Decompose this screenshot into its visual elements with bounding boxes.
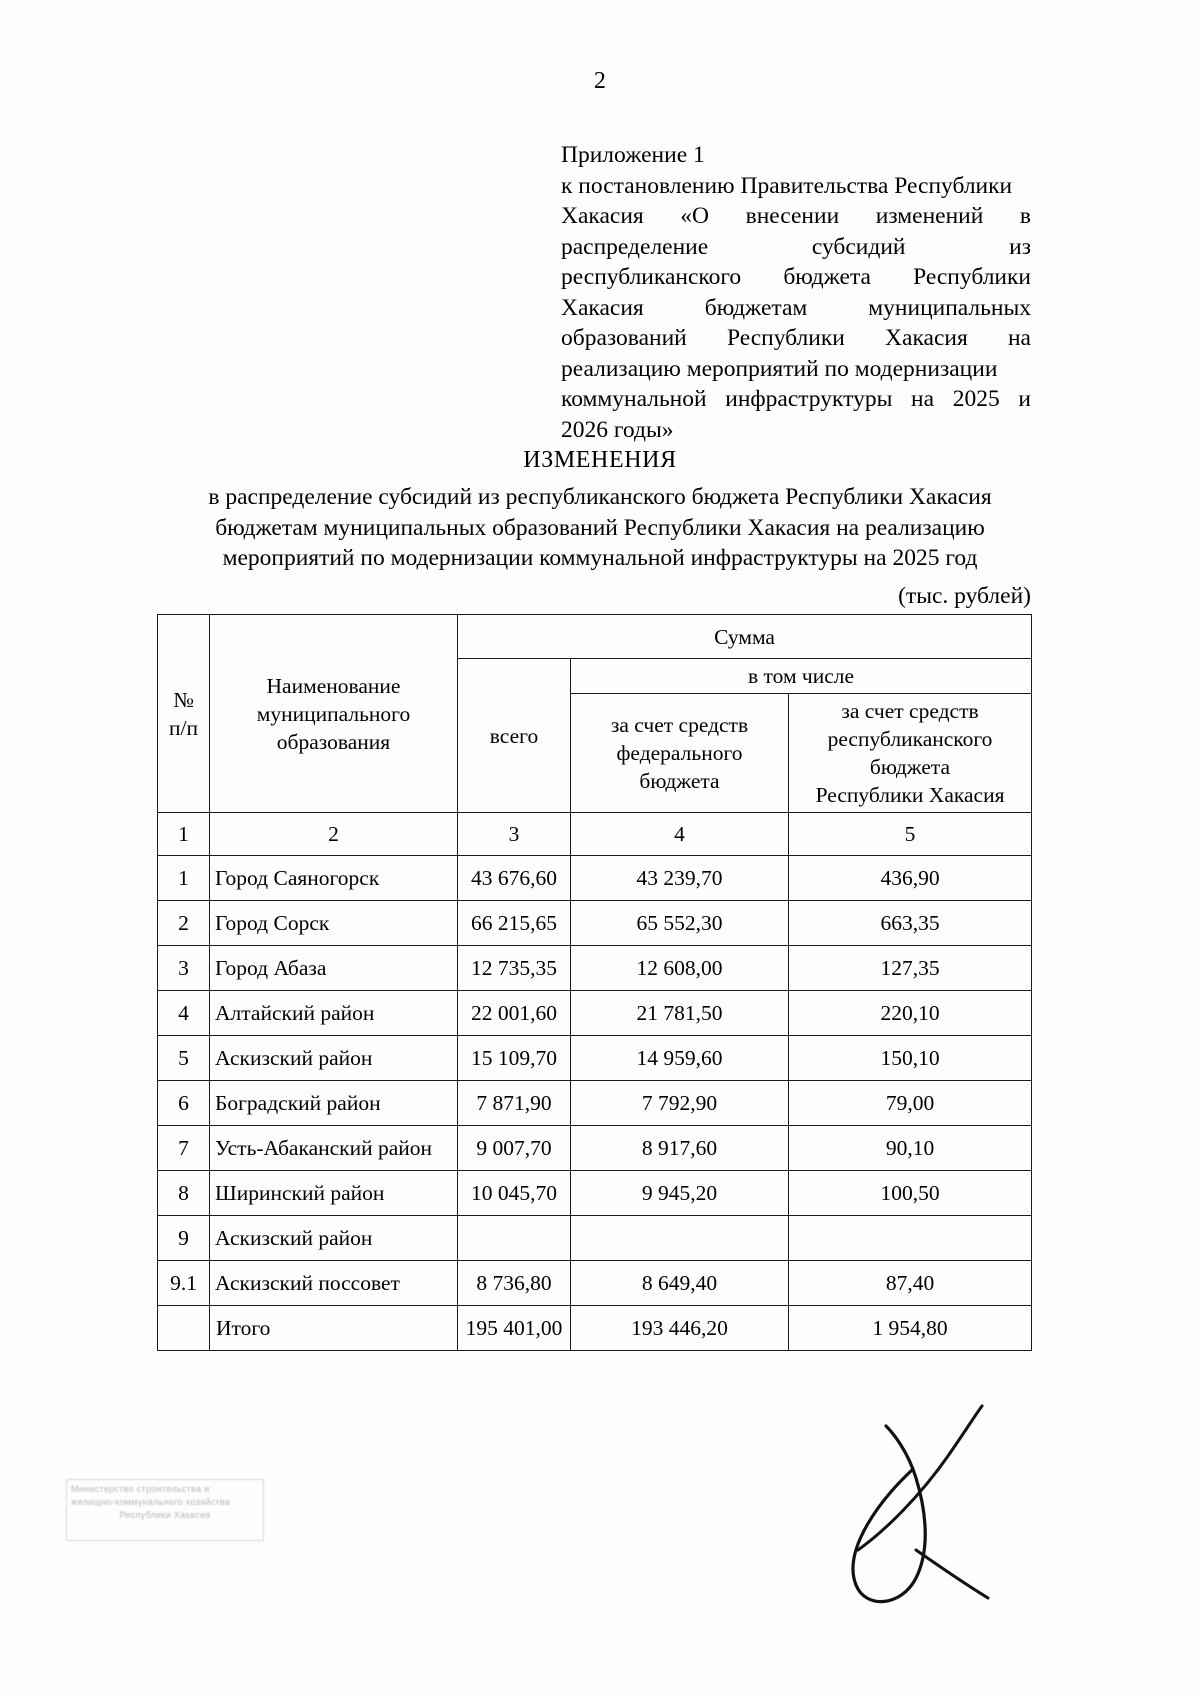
header-federal-line-1: за счет средств	[610, 713, 749, 737]
column-number-5: 5	[789, 813, 1032, 856]
header-including: в том числе	[571, 659, 1032, 694]
header-municipality-line-1: Наименование	[266, 673, 401, 698]
header-federal-budget	[571, 694, 789, 813]
row-federal: 12 608,00	[571, 946, 789, 991]
header-federal-line-3: бюджета	[639, 769, 720, 793]
row-republic: 90,10	[789, 1126, 1032, 1171]
appendix-line-2: к постановлению Правительства Республики	[561, 172, 1013, 199]
row-index: 7	[158, 1126, 210, 1171]
table-row	[158, 1081, 1032, 1126]
row-name: Аскизский поссовет	[210, 1261, 458, 1306]
table-row	[158, 1036, 1032, 1081]
appendix-line-5: республиканского бюджета Республики	[561, 264, 1031, 290]
row-federal: 14 959,60	[571, 1036, 789, 1081]
row-republic: 663,35	[789, 901, 1032, 946]
header-republic-line-3: бюджета	[869, 755, 951, 779]
appendix-line-8: реализацию мероприятий по модернизации	[561, 355, 998, 382]
header-total-amount: всего	[458, 659, 571, 813]
header-municipality-name	[210, 615, 458, 813]
row-republic: 436,90	[789, 856, 1032, 901]
table-body	[158, 856, 1032, 1351]
header-row-number-line-2: п/п	[169, 715, 198, 740]
table-column-number-row	[158, 813, 1032, 856]
row-total: 10 045,70	[458, 1171, 571, 1216]
header-republic-line-4: Республики Хакасия	[815, 783, 1005, 807]
units-note: (тыс. рублей)	[898, 583, 1031, 609]
row-total: 12 735,35	[458, 946, 571, 991]
column-number-1: 1	[158, 813, 210, 856]
table-header-row-1	[158, 615, 1032, 659]
row-federal: 9 945,20	[571, 1171, 789, 1216]
row-index: 9	[158, 1216, 210, 1261]
row-index: 3	[158, 946, 210, 991]
row-name: Город Саяногорск	[210, 856, 458, 901]
row-index: 6	[158, 1081, 210, 1126]
total-row-index	[158, 1306, 210, 1351]
total-row-label: Итого	[210, 1306, 458, 1351]
row-federal: 65 552,30	[571, 901, 789, 946]
header-municipality-line-2: муниципального	[256, 701, 411, 726]
appendix-line-6: Хакасия бюджетам муниципальных	[561, 294, 1031, 321]
row-total: 8 736,80	[458, 1261, 571, 1306]
table-row	[158, 991, 1032, 1036]
header-republic-line-2: республиканского	[827, 727, 993, 751]
column-number-4: 4	[571, 813, 789, 856]
table-row	[158, 1216, 1032, 1261]
header-federal-line-2: федерального	[616, 741, 743, 765]
row-index: 8	[158, 1171, 210, 1216]
row-name: Город Абаза	[210, 946, 458, 991]
row-name: Аскизский район	[210, 1036, 458, 1081]
row-name: Алтайский район	[210, 991, 458, 1036]
row-total	[458, 1216, 571, 1261]
document-subtitle-line-1: в распределение субсидий из республиканского бюджета Республики Хакасия	[208, 484, 992, 510]
document-subtitle	[150, 482, 1050, 574]
total-row-republic: 1 954,80	[789, 1306, 1032, 1351]
row-name: Боградский район	[210, 1081, 458, 1126]
row-index: 2	[158, 901, 210, 946]
document-subtitle-line-2: бюджетам муниципальных образований Республики Хакасия на реализацию	[215, 514, 985, 541]
page-number: 2	[593, 68, 607, 94]
table-row	[158, 856, 1032, 901]
row-total: 15 109,70	[458, 1036, 571, 1081]
row-total: 9 007,70	[458, 1126, 571, 1171]
row-republic	[789, 1216, 1032, 1261]
row-federal: 8 649,40	[571, 1261, 789, 1306]
row-index: 9.1	[158, 1261, 210, 1306]
row-total: 66 215,65	[458, 901, 571, 946]
row-federal	[571, 1216, 789, 1261]
row-name: Город Сорск	[210, 901, 458, 946]
column-number-2: 2	[210, 813, 458, 856]
row-republic: 150,10	[789, 1036, 1032, 1081]
header-row-number	[158, 615, 210, 813]
appendix-line-10: 2026 годы»	[561, 416, 674, 443]
row-name: Усть-Абаканский район	[210, 1126, 458, 1171]
table-row	[158, 1126, 1032, 1171]
header-republic-budget	[789, 694, 1032, 813]
appendix-line-9: коммунальной инфраструктуры на 2025 и	[561, 386, 1031, 412]
column-number-3: 3	[458, 813, 571, 856]
table-row	[158, 1261, 1032, 1306]
document-heading: ИЗМЕНЕНИЯ	[523, 447, 677, 473]
row-federal: 8 917,60	[571, 1126, 789, 1171]
row-republic: 220,10	[789, 991, 1032, 1036]
table-row	[158, 901, 1032, 946]
registration-stamp-line-3: Республики Хакасия	[119, 1510, 211, 1520]
row-index: 1	[158, 856, 210, 901]
appendix-line-3: Хакасия «О внесении изменений в	[561, 203, 1031, 229]
appendix-reference-block	[561, 140, 1031, 445]
registration-stamp-line-2: жилищно-коммунального хозяйства	[71, 1497, 231, 1507]
appendix-line-4: распределение субсидий из	[561, 233, 1031, 260]
document-subtitle-line-3: мероприятий по модернизации коммунальной инфраструктуры на 2025 год	[222, 545, 978, 571]
row-name: Ширинский район	[210, 1171, 458, 1216]
row-federal: 7 792,90	[571, 1081, 789, 1126]
row-republic: 79,00	[789, 1081, 1032, 1126]
subsidy-distribution-table	[157, 614, 1032, 1351]
row-total: 22 001,60	[458, 991, 571, 1036]
row-federal: 21 781,50	[571, 991, 789, 1036]
handwritten-signature	[820, 1400, 1030, 1620]
header-row-number-line-1: №	[173, 687, 194, 712]
row-republic: 87,40	[789, 1261, 1032, 1306]
header-republic-line-1: за счет средств	[841, 699, 979, 723]
header-sum: Сумма	[458, 615, 1032, 659]
row-index: 5	[158, 1036, 210, 1081]
row-total: 43 676,60	[458, 856, 571, 901]
row-total: 7 871,90	[458, 1081, 571, 1126]
appendix-line-1: Приложение 1	[561, 142, 705, 168]
table-row	[158, 1171, 1032, 1216]
row-republic: 100,50	[789, 1171, 1032, 1216]
total-row-federal: 193 446,20	[571, 1306, 789, 1351]
registration-stamp	[66, 1479, 264, 1541]
row-name: Аскизский район	[210, 1216, 458, 1261]
total-row-total: 195 401,00	[458, 1306, 571, 1351]
row-federal: 43 239,70	[571, 856, 789, 901]
registration-stamp-line-1: Министерство строительства и	[71, 1484, 210, 1494]
header-municipality-line-3: образования	[276, 729, 391, 754]
row-index: 4	[158, 991, 210, 1036]
row-republic: 127,35	[789, 946, 1032, 991]
appendix-line-7: образований Республики Хакасия на	[561, 325, 1031, 351]
table-total-row	[158, 1306, 1032, 1351]
table-row	[158, 946, 1032, 991]
